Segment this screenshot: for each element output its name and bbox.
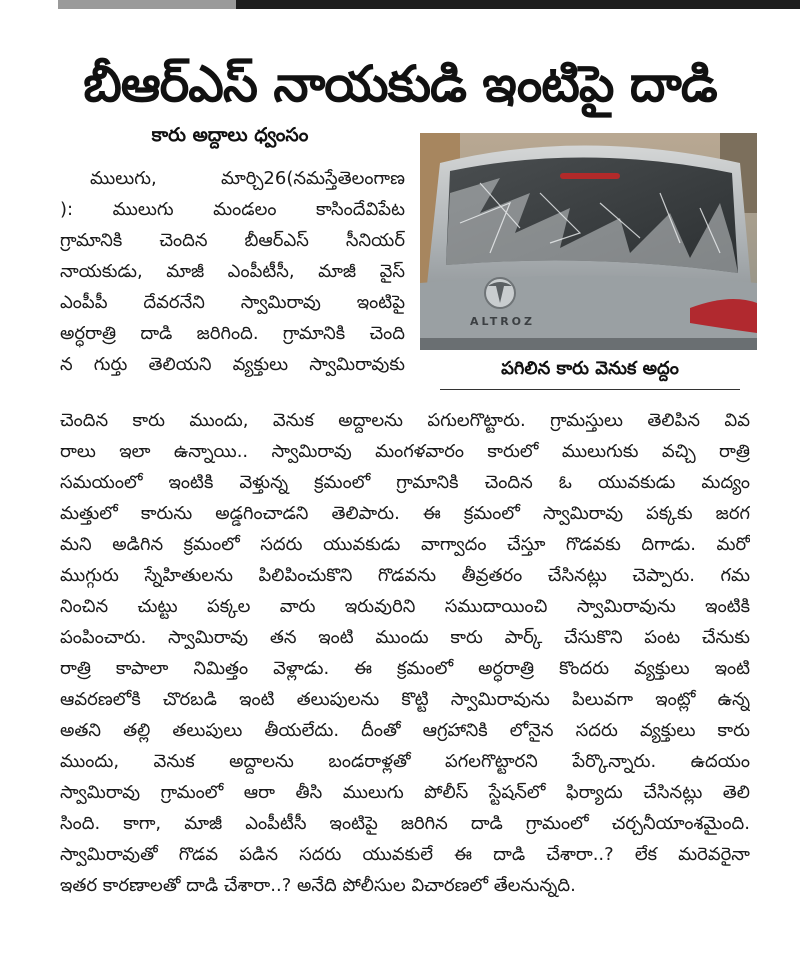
article-line: నాయకుడు, మాజీ ఎంపీటీసీ, మాజీ వైస్ <box>60 261 405 282</box>
article-headline: బీఆర్ఎస్ నాయకుడి ఇంటిపై దాడి <box>83 55 717 113</box>
article-line: సమయంలో ఇంటికి వెళ్తున్న క్రమంలో గ్రామానికి చెందిన ఓ యువకుడు మద్యం <box>60 472 750 493</box>
article-line: ఆవరణలోకి చొరబడి ఇంటి తలుపులను కొట్టి స్వామిరావును పిలువగా ఇంట్లో ఉన్న <box>60 689 750 710</box>
article-body-column <box>60 163 405 380</box>
caption-underline <box>440 389 740 390</box>
article-line: ): ములుగు మండలం కాసిందేవిపేట <box>60 199 405 220</box>
top-bar-dark-segment <box>236 0 800 9</box>
top-color-bar <box>0 0 800 9</box>
article-line: రాలు ఇలా ఉన్నాయి.. స్వామిరావు మంగళవారం కారులో ములుగుకు వచ్చి రాత్రి <box>60 441 750 462</box>
article-line: మత్తులో కారును అడ్డగించాడని తెలిపారు. ఈ క్రమంలో స్వామిరావు పక్కకు జరగ <box>60 503 750 524</box>
article-line: చెందిన కారు ముందు, వెనుక అద్దాలను పగులగొట్టారు. గ్రామస్తులు తెలిపిన వివ <box>60 410 750 431</box>
damaged-car-photo <box>420 133 757 350</box>
article-line: ఎంపీపీ దేవరనేని స్వామిరావు ఇంటిపై <box>60 292 405 313</box>
article-line: ముగ్గురు స్నేహితులను పిలిపించుకొని గొడవను తీవ్రతరం చేసినట్లు చెప్పారు. గమ <box>60 565 750 586</box>
car-badge-text: ALTROZ <box>470 315 536 328</box>
article-line: గ్రామానికి చెందిన బీఆర్ఎస్ సీనియర్ <box>60 230 405 251</box>
article-line: ఇతర కారణాలతో దాడి చేశారా..? అనేది పోలీసుల విచారణలో తేలనున్నది. <box>60 875 576 896</box>
article-line: అతని తల్లి తలుపులు తీయలేదు. దీంతో ఆగ్రహానికి లోనైన సదరు వ్యక్తులు కారు <box>60 720 750 741</box>
article-line: అర్ధరాత్రి దాడి జరిగింది. గ్రామానికి చెంది <box>60 323 405 344</box>
article-line: ములుగు, మార్చి26(నమస్తేతెలంగాణ <box>90 168 405 189</box>
article-line: మని అడిగిన క్రమంలో సదరు యువకుడు వాగ్వాదం చేస్తూ గొడవకు దిగాడు. మరో <box>60 534 750 555</box>
article-line: పంపించారు. స్వామిరావు తన ఇంటి ముందు కారు పార్క్ చేసుకొని పంట చేనుకు <box>60 627 750 648</box>
article-line: న గుర్తు తెలియని వ్యక్తులు స్వామిరావుకు <box>60 354 405 375</box>
article-line: సింది. కాగా, మాజీ ఎంపీటీసీ ఇంటిపై జరిగిన దాడి గ్రామంలో చర్చనీయాంశమైంది. <box>60 813 750 834</box>
article-body-full-width <box>60 405 750 901</box>
photo-caption: పగిలిన కారు వెనుక అద్దం <box>501 358 679 379</box>
article-line: స్వామిరావు గ్రామంలో ఆరా తీసి ములుగు పోలీస్ స్టేషన్‌లో ఫిర్యాదు చేసినట్లు తెలి <box>60 782 750 803</box>
article-subheadline: కారు అద్దాలు ధ్వంసం <box>151 124 309 146</box>
top-bar-grey-segment <box>58 0 236 9</box>
article-line: స్వామిరావుతో గొడవ పడిన సదరు యువకులే ఈ దాడి చేశారా..? లేక మరెవరైనా <box>60 844 750 865</box>
article-line: ముందు, వెనుక అద్దాలను బండరాళ్లతో పగలగొట్టారని పేర్కొన్నారు. ఉదయం <box>60 751 750 772</box>
article-line: రాత్రి కాపాలా నిమిత్తం వెళ్లాడు. ఈ క్రమంలో అర్ధరాత్రి కొందరు వ్యక్తులు ఇంటి <box>60 658 750 679</box>
article-line: నించిన చుట్టు పక్కల వారు ఇరువురిని సముదాయించి స్వామిరావును ఇంటికి <box>60 596 750 617</box>
